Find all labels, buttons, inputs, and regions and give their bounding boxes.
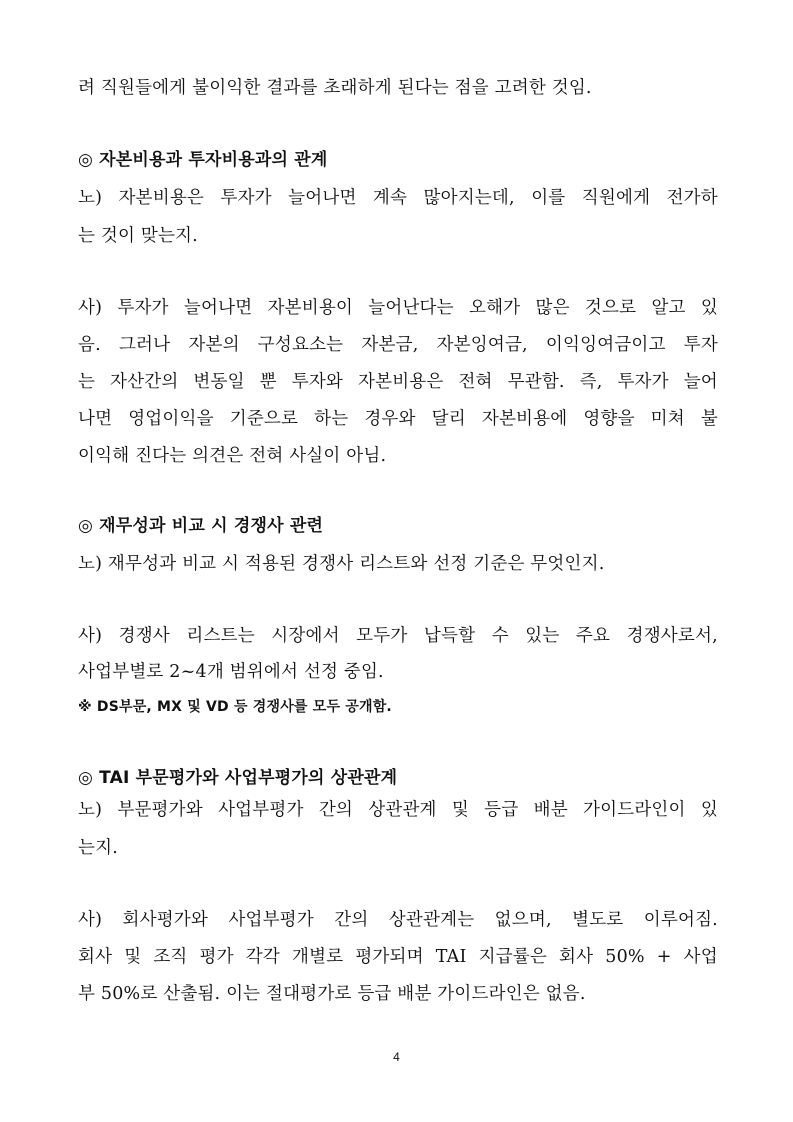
word: 평가되며	[355, 947, 424, 967]
word: 무관함.	[507, 372, 565, 392]
word: 는	[78, 372, 96, 392]
word: 사업부평가	[228, 910, 314, 930]
paragraph-line	[78, 333, 718, 357]
word: 자본의	[188, 335, 240, 355]
word: 노)	[78, 800, 103, 820]
word: 경우와	[364, 409, 416, 429]
word: 사업부평가	[218, 800, 304, 820]
word: 노)	[78, 188, 103, 208]
paragraph-line: 는 것이 맞는지.	[78, 226, 198, 246]
paragraph-line: 는지.	[78, 838, 118, 858]
word: 자산간의	[110, 372, 179, 392]
word: 많은	[535, 298, 570, 318]
word: TAI	[435, 947, 467, 967]
word: 간의	[318, 800, 354, 820]
word: 경쟁사로서,	[626, 626, 718, 646]
word: 모두가	[356, 626, 408, 646]
word: 상관관계는	[388, 910, 475, 930]
word: 투자와	[291, 372, 344, 392]
word: 부문평가와	[117, 800, 203, 820]
word: 납득할	[423, 626, 476, 646]
word: 시장에서	[271, 626, 340, 646]
section-heading-competitors: ◎ 재무성과 비교 시 경쟁사 관련	[78, 516, 324, 536]
word: 개별로	[291, 947, 344, 967]
word: 계속	[372, 188, 408, 208]
word: 늘어나면	[288, 188, 357, 208]
paragraph-line	[78, 407, 718, 431]
paragraph-line: 노) 재무성과 비교 시 적용된 경쟁사 리스트와 선정 기준은 무엇인지.	[78, 554, 605, 574]
word: 자본비용은	[118, 188, 205, 208]
paragraph-line	[78, 296, 718, 320]
section-heading-tai: ◎ TAI 부문평가와 사업부평가의 상관관계	[78, 768, 398, 788]
word: 자본비용은	[357, 372, 444, 392]
word: 평가	[199, 947, 234, 967]
word: 등급	[484, 800, 519, 820]
word: 없으며,	[494, 910, 552, 930]
section-heading-capital-cost: ◎ 자본비용과 투자비용과의 관계	[78, 150, 328, 170]
word: 투자가	[220, 188, 272, 208]
word: 사)	[78, 626, 103, 646]
word: 각각	[245, 947, 280, 967]
word: 가이드라인이	[583, 800, 686, 820]
page-number: 4	[393, 1050, 400, 1064]
paragraph-line: 사업부별로 2~4개 범위에서 선정 중임.	[78, 662, 384, 682]
word: 수	[491, 626, 509, 646]
paragraph-line: 려 직원들에게 불이익한 결과를 초래하게 된다는 점을 고려한 것임.	[78, 78, 592, 98]
word: 자본금,	[361, 335, 419, 355]
word: 자본잉여금,	[436, 335, 528, 355]
word: 오해가	[468, 298, 521, 318]
word: 및	[451, 800, 469, 820]
word: 상관관계	[368, 800, 437, 820]
word: 별도로	[572, 910, 624, 930]
word: 알고	[651, 298, 686, 318]
word: 회사	[559, 947, 594, 967]
word: 뿐	[259, 372, 277, 392]
word: 배분	[533, 800, 568, 820]
word: 투자	[683, 335, 718, 355]
word: 직원에게	[581, 188, 651, 208]
word: 투자가	[117, 298, 169, 318]
word: 많아지는데,	[423, 188, 515, 208]
word: 있는	[525, 626, 560, 646]
word: 사업	[683, 947, 718, 967]
word: 지급률은	[478, 947, 548, 967]
word: 조직	[153, 947, 188, 967]
word: +	[656, 947, 672, 967]
word: 기준으로	[229, 409, 299, 429]
paragraph-line	[78, 945, 718, 969]
word: 전혀	[458, 372, 493, 392]
paragraph-line	[78, 370, 718, 394]
word: 전가하	[666, 188, 718, 208]
word: 미쳐	[650, 409, 685, 429]
word: 변동일	[193, 372, 245, 392]
word: 및	[124, 947, 142, 967]
word: 이를	[531, 188, 566, 208]
word: 늘어난다는	[368, 298, 454, 318]
paragraph-line: 부 50%로 산출됨. 이는 절대평가로 등급 배분 가이드라인은 없음.	[78, 984, 586, 1004]
word: 늘어	[683, 372, 718, 392]
word: 간의	[334, 910, 369, 930]
word: 50%	[605, 947, 645, 967]
word: 구성요소는	[257, 335, 344, 355]
word: 리스트는	[186, 626, 255, 646]
word: 불	[700, 409, 718, 429]
paragraph-line	[78, 186, 718, 210]
word: 회사	[78, 947, 113, 967]
word: 있	[700, 800, 718, 820]
word: 것으로	[584, 298, 637, 318]
word: 그러나	[118, 335, 171, 355]
word: 이익잉여금이고	[545, 335, 666, 355]
paragraph-line	[78, 798, 718, 822]
word: 늘어나면	[183, 298, 253, 318]
word: 투자가	[617, 372, 669, 392]
word: 영향을	[583, 409, 635, 429]
word: 있	[700, 298, 718, 318]
word: 사)	[78, 298, 103, 318]
word: 경쟁사	[118, 626, 170, 646]
word: 음.	[78, 335, 101, 355]
word: 나면	[78, 409, 113, 429]
word: 자본비용에	[481, 409, 568, 429]
word: 이루어짐.	[643, 910, 718, 930]
word: 영업이익을	[128, 409, 214, 429]
word: 주요	[575, 626, 611, 646]
word: 달리	[431, 409, 466, 429]
word: 즉,	[579, 372, 603, 392]
word: 회사평가와	[122, 910, 209, 930]
word: 하는	[314, 409, 349, 429]
paragraph-line	[78, 908, 718, 932]
paragraph-line	[78, 624, 718, 648]
word: 자본비용이	[267, 298, 354, 318]
note-line: ※ DS부문, MX 및 VD 등 경쟁사를 모두 공개함.	[78, 699, 392, 715]
paragraph-line: 이익해 진다는 의견은 전혀 사실이 아님.	[78, 446, 387, 466]
word: 사)	[78, 910, 103, 930]
